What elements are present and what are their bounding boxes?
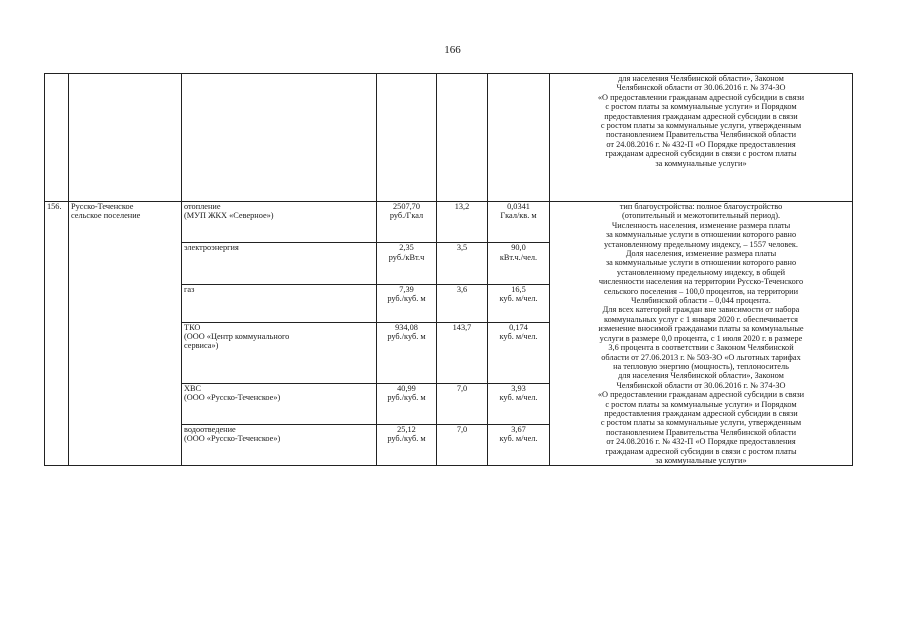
growth-value: 7,0 [456, 425, 468, 435]
description-line: с ростом платы за коммунальные услуги» и Порядком [605, 399, 797, 409]
continuation-text-line: для населения Челябинской области», Законом [618, 74, 784, 83]
tariff-cell [377, 243, 437, 284]
description-line: 3,6 процента в соответствии с Законом Челябинской [608, 343, 794, 353]
growth-cell [437, 383, 488, 424]
description-line: сельского поселения – 100,0 процентов, на территории [603, 286, 799, 296]
continuation-text-line: Челябинской области от 30.06.2016 г. № 374-ЗО [616, 83, 786, 93]
service-name-cell [182, 322, 377, 383]
cont-norm-cell [488, 74, 550, 202]
description-line: «О предоставлении гражданам адресной субсидии в связи [597, 390, 805, 400]
tariff-line: 934,08 [395, 322, 418, 332]
description-line: изменение вносимой гражданами платы за коммунальные [598, 324, 804, 334]
description-line: для населения Челябинской области», Законом [618, 371, 784, 381]
description-line: предоставления гражданам адресной субсидии в связи [604, 408, 798, 418]
description-line: за коммунальные услуги в отношении которого равно [605, 230, 797, 240]
norm-line: 0,0341 [507, 202, 530, 211]
service-name-cell [182, 383, 377, 424]
description-cell [550, 202, 853, 466]
continuation-text-line: с ростом платы за коммунальные услуги» и Порядком [605, 102, 797, 112]
continuation-text-line: «О предоставлении гражданам адресной субсидии в связи [597, 92, 805, 102]
service-name-cell [182, 243, 377, 284]
service-name-line: отопление [184, 202, 221, 211]
norm-cell [488, 322, 550, 383]
norm-line: кВт.ч./чел. [499, 252, 538, 262]
continuation-text-line: с ростом платы за коммунальные услуги, утвержденным [600, 121, 802, 131]
description-line: Доля населения, изменение размера платы [625, 249, 777, 259]
service-name-line: ХВС [184, 383, 202, 393]
tariff-line: 2,35 [399, 243, 414, 253]
cont-growth-cell [437, 74, 488, 202]
municipality-line: сельское поселение [71, 211, 141, 221]
cont-tariff-cell [377, 74, 437, 202]
service-name-cell [182, 202, 377, 243]
tariff-line: руб./Гкал [389, 211, 424, 221]
description-line: Численность населения, изменение размера платы [611, 220, 791, 230]
growth-cell [437, 243, 488, 284]
service-name-line: сервиса») [184, 341, 219, 351]
norm-line: 90,0 [511, 243, 526, 253]
norm-cell [488, 243, 550, 284]
continuation-text-line: гражданам адресной субсидии в связи с ростом платы [605, 149, 797, 159]
continuation-text-cell [550, 74, 853, 202]
service-name-line: электроэнергия [184, 243, 239, 253]
page-number: 166 [444, 44, 461, 56]
continuation-row [45, 74, 853, 202]
continuation-text-line: от 24.08.2016 г. № 432-П «О Порядке предоставления [606, 139, 796, 149]
norm-line: Гкал/кв. м [500, 211, 537, 221]
service-name-line: (ООО «Русско-Теченское») [184, 393, 281, 403]
tariff-cell [377, 284, 437, 322]
description-line: Челябинской области от 30.06.2016 г. № 374-ЗО [616, 380, 786, 390]
norm-line: куб. м/чел. [499, 434, 538, 444]
growth-value: 7,0 [456, 383, 468, 393]
municipality-line: Русско-Теченское [71, 202, 134, 211]
service-name-line: (ООО «Центр коммунального [184, 332, 290, 341]
tariff-line: руб./куб. м [387, 393, 426, 403]
description-line: коммунальных услуг с 1 января 2020 г. обеспечивается [603, 314, 798, 324]
growth-value: 3,5 [456, 243, 468, 253]
row-number-cell [45, 202, 69, 466]
tariff-line: 40,99 [397, 383, 416, 393]
tariff-table [44, 73, 853, 466]
norm-cell [488, 383, 550, 424]
service-name-line: ТКО [184, 322, 201, 332]
norm-cell [488, 284, 550, 322]
table-row [45, 202, 853, 243]
description-line: установленному предельному индексу, в общей [616, 267, 786, 277]
tariff-line: руб./куб. м [387, 332, 426, 341]
continuation-text-line: предоставления гражданам адресной субсидии в связи [604, 111, 798, 121]
tariff-cell [377, 425, 437, 466]
description-line: на тепловую энергию (мощность), теплоноситель [613, 361, 789, 371]
continuation-text-line: за коммунальные услуги» [655, 158, 747, 168]
norm-line: куб. м/чел. [499, 332, 538, 341]
tariff-line: 25,12 [397, 425, 416, 435]
tariff-line: руб./куб. м [387, 294, 426, 303]
description-line: Челябинской области – 0,044 процента. [631, 296, 771, 306]
table-body [45, 74, 853, 466]
norm-cell [488, 425, 550, 466]
norm-cell [488, 202, 550, 243]
tariff-line: 2507,70 [393, 202, 420, 211]
description-line: области от 27.06.2013 г. № 503-ЗО «О льготных тарифах [601, 352, 801, 362]
description-line: с ростом платы за коммунальные услуги, утвержденным [600, 418, 802, 428]
norm-line: 16,5 [511, 284, 526, 294]
description-line: постановлением Правительства Челябинской области [605, 427, 797, 437]
growth-cell [437, 284, 488, 322]
tariff-cell [377, 383, 437, 424]
municipality-cell [69, 202, 182, 466]
continuation-text-line: постановлением Правительства Челябинской области [605, 130, 797, 140]
description-line: услуги в размере 0,0 процента, с 1 июля 2020 г. в размере [599, 333, 803, 343]
norm-line: куб. м/чел. [499, 393, 538, 403]
norm-line: куб. м/чел. [499, 294, 538, 303]
service-name-line: газ [184, 284, 195, 294]
cont-municipality-cell [69, 74, 182, 202]
service-name-line: (МУП ЖКХ «Северное») [184, 211, 274, 221]
cont-number-cell [45, 74, 69, 202]
cont-service-cell [182, 74, 377, 202]
description-line: численности населения на территории Русско-Теченского [598, 277, 804, 287]
norm-line: 3,93 [511, 383, 526, 393]
description-line: за коммунальные услуги в отношении которого равно [605, 258, 797, 268]
row-number: 156. [47, 202, 62, 211]
growth-value: 13,2 [454, 202, 470, 211]
description-line: Для всех категорий граждан вне зависимости от набора [602, 305, 800, 315]
growth-value: 143,7 [452, 322, 472, 332]
service-name-line: водоотведение [184, 425, 236, 435]
tariff-line: руб./куб. м [387, 434, 426, 444]
service-name-cell [182, 284, 377, 322]
description-line: (отопительный и межотопительный период). [621, 211, 781, 221]
description-line: тип благоустройства: полное благоустройство [619, 202, 783, 211]
growth-value: 3,6 [456, 284, 468, 294]
norm-line: 0,174 [509, 322, 528, 332]
description-line: за коммунальные услуги» [655, 455, 747, 465]
tariff-cell [377, 322, 437, 383]
growth-cell [437, 425, 488, 466]
growth-cell [437, 322, 488, 383]
description-line: гражданам адресной субсидии в связи с ростом платы [605, 446, 797, 456]
tariff-cell [377, 202, 437, 243]
description-line: установленному предельному индексу, – 1557 человек. [603, 239, 799, 249]
service-name-line: (ООО «Русско-Теченское») [184, 434, 281, 444]
tariff-line: 7,39 [399, 284, 414, 294]
growth-cell [437, 202, 488, 243]
norm-line: 3,67 [511, 425, 526, 435]
description-line: от 24.08.2016 г. № 432-П «О Порядке предоставления [606, 437, 796, 447]
service-name-cell [182, 425, 377, 466]
tariff-line: руб./кВт.ч [388, 252, 425, 262]
